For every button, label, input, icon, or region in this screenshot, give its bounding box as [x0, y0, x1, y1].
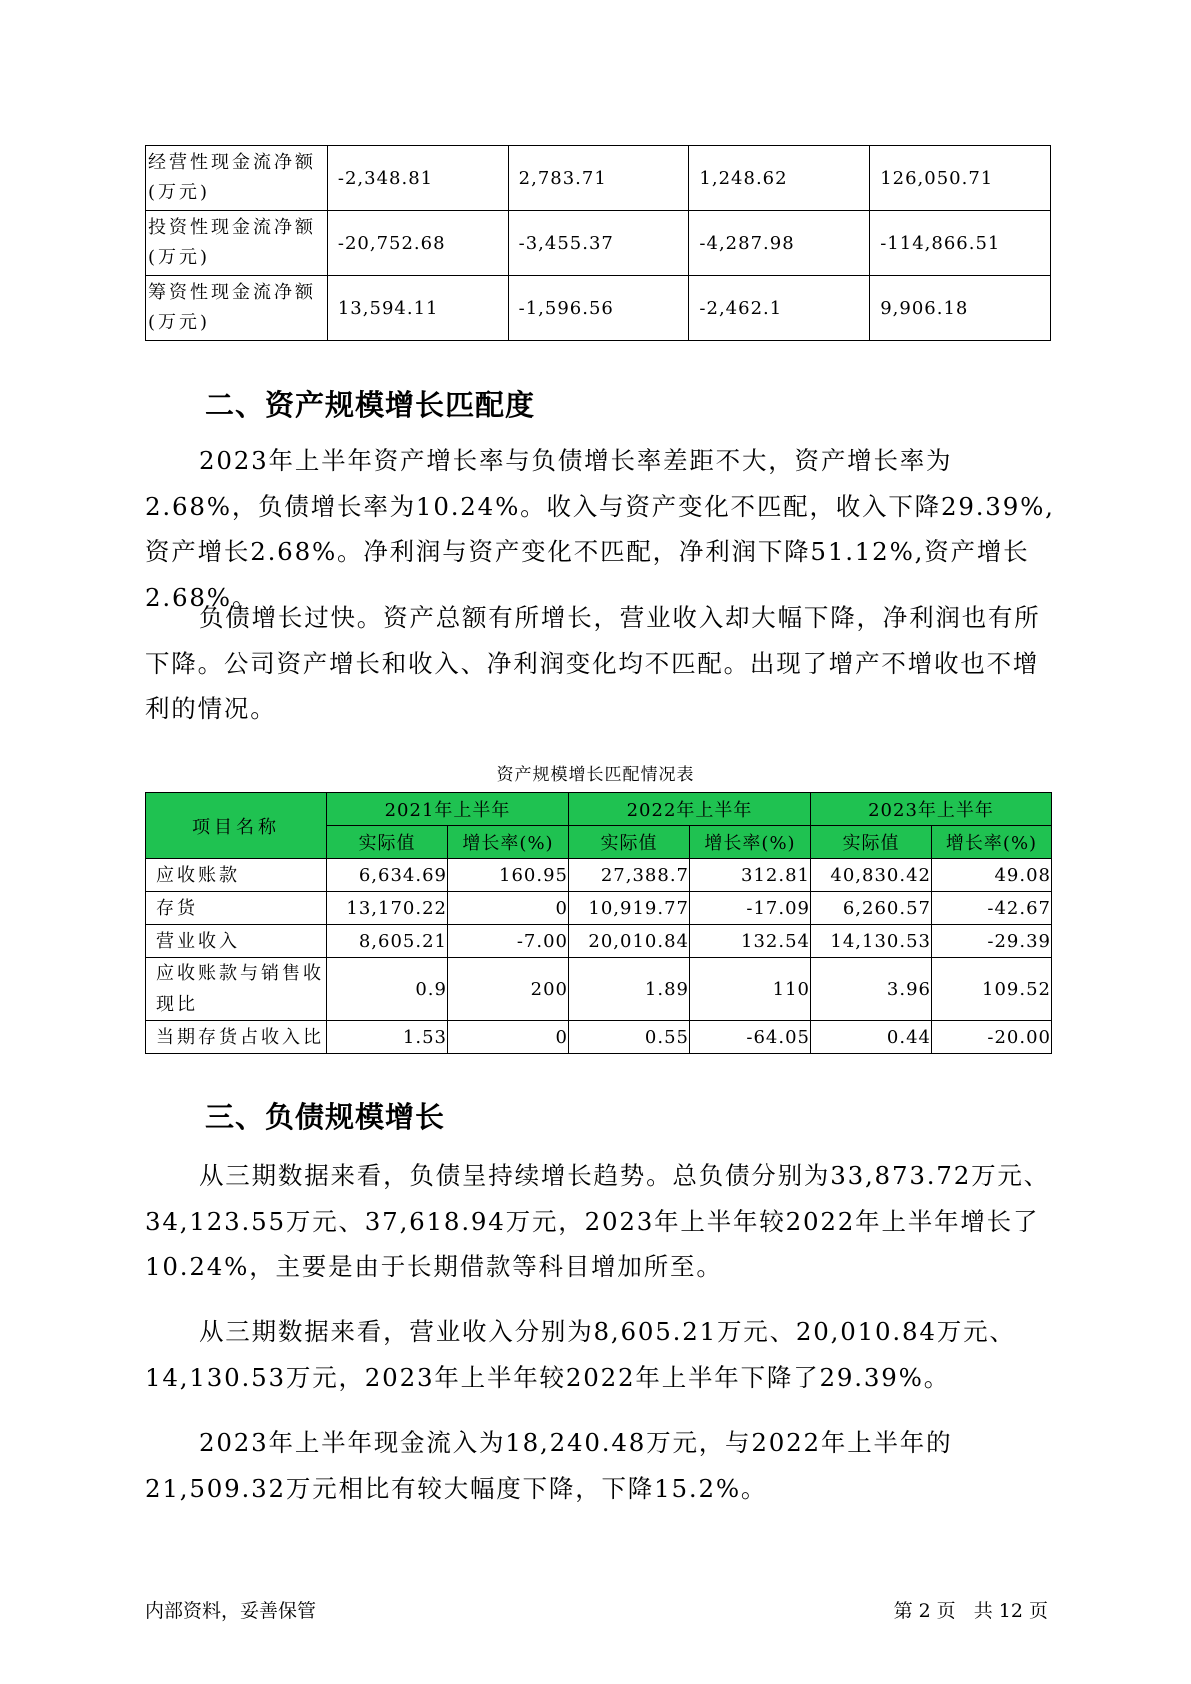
table-cell: 1.53	[327, 1021, 448, 1054]
table-cell: 0	[448, 1021, 569, 1054]
column-header: 增长率(%)	[932, 826, 1052, 859]
table-cell: -7.00	[448, 925, 569, 958]
row-label: 投资性现金流净额(万元)	[146, 211, 328, 276]
table-cell: -1,596.56	[508, 276, 689, 341]
table-cell: -20.00	[932, 1021, 1052, 1054]
table-cell: 6,634.69	[327, 859, 448, 892]
table-cell: 20,010.84	[569, 925, 690, 958]
page-unit: 页	[936, 1600, 956, 1622]
table-cell: -4,287.98	[689, 211, 870, 276]
paragraph: 负债增长过快。资产总额有所增长，营业收入却大幅下降，净利润也有所下降。公司资产增长和收入、净利润变化均不匹配。出现了增产不增收也不增利的情况。	[145, 603, 1041, 723]
table-cell: 200	[448, 958, 569, 1021]
section-heading: 二、资产规模增长匹配度	[205, 388, 536, 422]
table-row	[146, 925, 1052, 958]
table-row	[146, 958, 1052, 1021]
table-cell: 312.81	[690, 859, 811, 892]
total-prefix: 共	[973, 1600, 993, 1622]
table-cell: 126,050.71	[870, 146, 1051, 211]
table-cell: 9,906.18	[870, 276, 1051, 341]
column-header: 实际值	[327, 826, 448, 859]
table-cell: 13,170.22	[327, 892, 448, 925]
table-caption: 资产规模增长匹配情况表	[496, 765, 695, 785]
row-label: 筹资性现金流净额(万元)	[146, 276, 328, 341]
table-header-row	[146, 793, 1052, 826]
row-label: 应收账款与销售收现比	[146, 958, 327, 1021]
table-cell: 6,260.57	[811, 892, 932, 925]
section-heading: 三、负债规模增长	[205, 1100, 446, 1134]
table-cell: -2,348.81	[327, 146, 508, 211]
table-cell: -2,462.1	[689, 276, 870, 341]
table-cell: -29.39	[932, 925, 1052, 958]
table-cell: -42.67	[932, 892, 1052, 925]
row-label: 经营性现金流净额(万元)	[146, 146, 328, 211]
table-row	[146, 892, 1052, 925]
table-cell: 27,388.7	[569, 859, 690, 892]
row-label: 营业收入	[146, 925, 327, 958]
table-row	[146, 1021, 1052, 1054]
column-header: 项目名称	[146, 793, 327, 859]
table-cell: 0.9	[327, 958, 448, 1021]
table-cell: 110	[690, 958, 811, 1021]
total-unit: 页	[1028, 1600, 1048, 1622]
table-cell: 8,605.21	[327, 925, 448, 958]
asset-match-table	[145, 792, 1052, 1054]
column-header: 2022年上半年	[569, 793, 811, 826]
current-page: 2	[918, 1600, 931, 1622]
column-header: 增长率(%)	[448, 826, 569, 859]
table-row	[146, 146, 1051, 211]
column-header: 增长率(%)	[690, 826, 811, 859]
column-header: 2023年上半年	[811, 793, 1052, 826]
table-cell: 3.96	[811, 958, 932, 1021]
page-number	[891, 1596, 1051, 1623]
table-cell: 14,130.53	[811, 925, 932, 958]
table-cell: 132.54	[690, 925, 811, 958]
table-row	[146, 211, 1051, 276]
page-prefix: 第	[893, 1600, 913, 1622]
table-cell: -17.09	[690, 892, 811, 925]
table-cell: 2,783.71	[508, 146, 689, 211]
total-pages: 12	[998, 1600, 1023, 1622]
table-cell: 0.44	[811, 1021, 932, 1054]
paragraph: 2023年上半年资产增长率与负债增长率差距不大，资产增长率为2.68%，负债增长率为10.24%。收入与资产变化不匹配，收入下降29.39%,资产增长2.68%。净利润与资产变化不匹配，净利润下降51.12%,资产增长2.68%。	[145, 446, 1055, 612]
table-cell: 160.95	[448, 859, 569, 892]
table-cell: -3,455.37	[508, 211, 689, 276]
paragraph: 从三期数据来看，负债呈持续增长趋势。总负债分别为33,873.72万元、34,123.55万元、37,618.94万元，2023年上半年较2022年上半年增长了10.24%，主要是由于长期借款等科目增加所至。	[145, 1161, 1050, 1281]
table-cell: 109.52	[932, 958, 1052, 1021]
column-header: 实际值	[811, 826, 932, 859]
table-cell: 49.08	[932, 859, 1052, 892]
row-label: 应收账款	[146, 859, 327, 892]
table-cell: 1.89	[569, 958, 690, 1021]
paragraph: 2023年上半年现金流入为18,240.48万元，与2022年上半年的21,509.32万元相比有较大幅度下降，下降15.2%。	[145, 1428, 953, 1503]
column-header: 实际值	[569, 826, 690, 859]
row-label: 存货	[146, 892, 327, 925]
table-cell: 0	[448, 892, 569, 925]
cash-flow-table	[145, 145, 1051, 341]
table-cell: 1,248.62	[689, 146, 870, 211]
table-cell: 10,919.77	[569, 892, 690, 925]
table-cell: 40,830.42	[811, 859, 932, 892]
table-row	[146, 276, 1051, 341]
row-label: 当期存货占收入比	[146, 1021, 327, 1054]
table-cell: -64.05	[690, 1021, 811, 1054]
table-cell: -114,866.51	[870, 211, 1051, 276]
paragraph: 从三期数据来看，营业收入分别为8,605.21万元、20,010.84万元、14,130.53万元，2023年上半年较2022年上半年下降了29.39%。	[145, 1317, 1016, 1392]
table-cell: 13,594.11	[327, 276, 508, 341]
column-header: 2021年上半年	[327, 793, 569, 826]
table-cell: -20,752.68	[327, 211, 508, 276]
table-cell: 0.55	[569, 1021, 690, 1054]
table-row	[146, 859, 1052, 892]
footer-confidential-note: 内部资料，妥善保管	[145, 1600, 317, 1622]
